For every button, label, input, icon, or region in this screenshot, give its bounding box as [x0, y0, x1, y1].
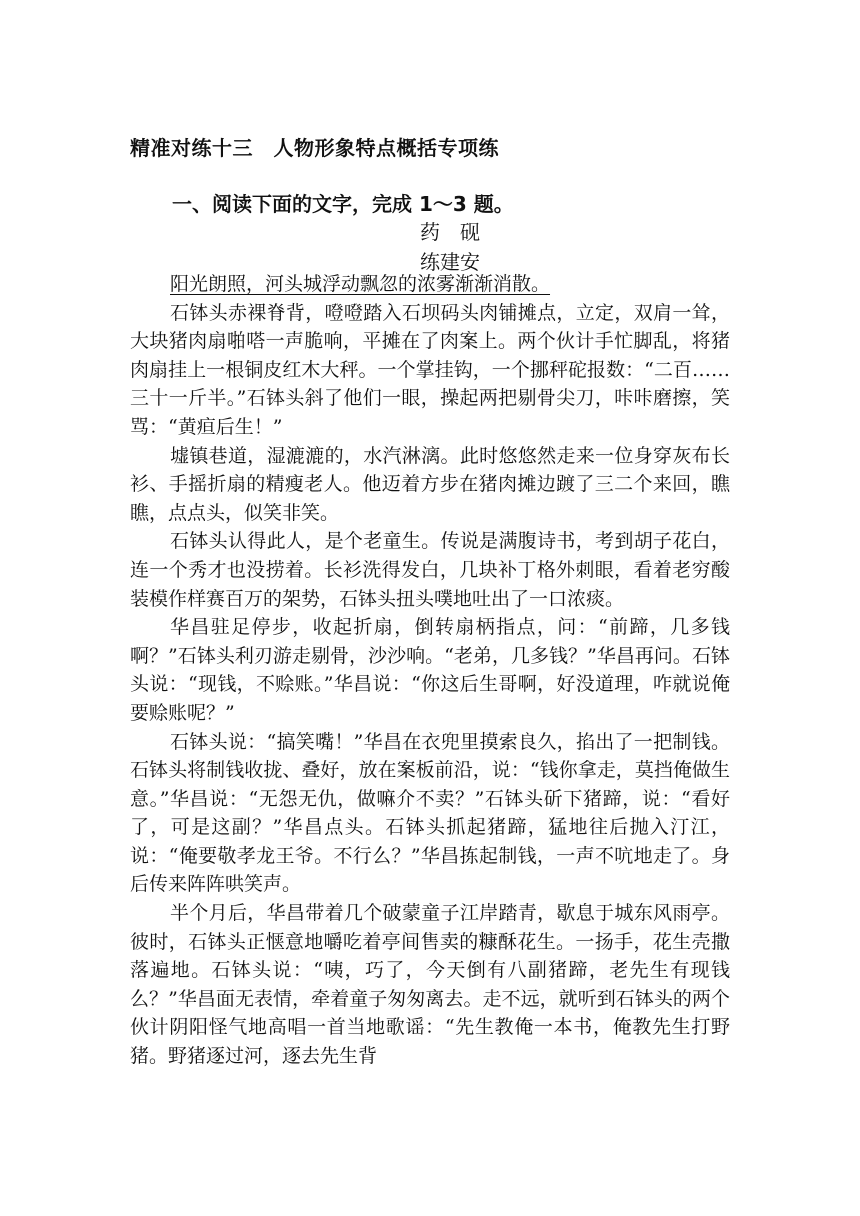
paragraph-opening: [130, 270, 730, 299]
story-title: 药 砚: [420, 220, 480, 244]
paragraph: 石钵头说：“搞笑嘴！”华昌在衣兜里摸索良久，掐出了一把制钱。石钵头将制钱收拢、叠好，放在案板前沿，说：“钱你拿走，莫挡俺做生意。”华昌说：“无怨无仇，做嘛介不卖？”石钵头斫下猪蹄，说：“看好了，可是这副？”华昌点头。石钵头抓起猪蹄，猛地往后抛入汀江，说：“俺要敬孝龙王爷。不行么？”华昌拣起制钱，一声不吭地走了。身后传来阵阵哄笑声。: [130, 730, 730, 896]
section-heading: 一、阅读下面的文字，完成 1～3 题。: [172, 192, 514, 216]
paragraph: 半个月后，华昌带着几个破蒙童子江岸踏青，歇息于城东风雨亭。彼时，石钵头正惬意地嚼吃着亭间售卖的糠酥花生。一扬手，花生壳撒落遍地。石钵头说：“咦，巧了，今天倒有八副猪蹄，老先生有现钱么？”华昌面无表情，牵着童子匆匆离去。走不远，就听到石钵头的两个伙计阴阳怪气地高唱一首当地歌谣：“先生教俺一本书，俺教先生打野猪。野猪逐过河，逐去先生背: [130, 902, 730, 1068]
paragraph: 石钵头认得此人，是个老童生。传说是满腹诗书，考到胡子花白，连一个秀才也没捞着。长衫洗得发白，几块补丁格外刺眼，看着老穷酸装模作样赛百万的架势，石钵头扭头噗地吐出了一口浓痰。: [130, 530, 730, 610]
story-author: 练建安: [420, 250, 480, 274]
document-title: 精准对练十三 人物形象特点概括专项练: [130, 136, 499, 160]
paragraph: 墟镇巷道，湿漉漉的，水汽淋漓。此时悠悠然走来一位身穿灰布长衫、手摇折扇的精瘦老人。他迈着方步在猪肉摊边踱了三二个来回，瞧瞧，点点头，似笑非笑。: [130, 444, 730, 524]
story-body: [130, 270, 730, 1071]
paragraph: 石钵头赤裸脊背，噔噔踏入石坝码头肉铺摊点，立定，双肩一耸，大块猪肉扇啪嗒一声脆响，平摊在了肉案上。两个伙计手忙脚乱，将猪肉扇挂上一根铜皮红木大秤。一个掌挂钩，一个挪秤砣报数：“二百……三十一斤半。”石钵头斜了他们一眼，操起两把剔骨尖刀，咔咔磨擦，笑骂：“黄疸后生！”: [130, 301, 730, 438]
underlined-sentence: 阳光朗照，河头城浮动飘忽的浓雾渐渐消散。: [170, 273, 551, 295]
paragraph: 华昌驻足停步，收起折扇，倒转扇柄指点，问：“前蹄，几多钱啊？”石钵头利刃游走剔骨，沙沙响。“老弟，几多钱？”华昌再问。石钵头说：“现钱，不赊账。”华昌说：“你这后生哥啊，好没道理，咋就说俺要赊账呢？”: [130, 616, 730, 724]
